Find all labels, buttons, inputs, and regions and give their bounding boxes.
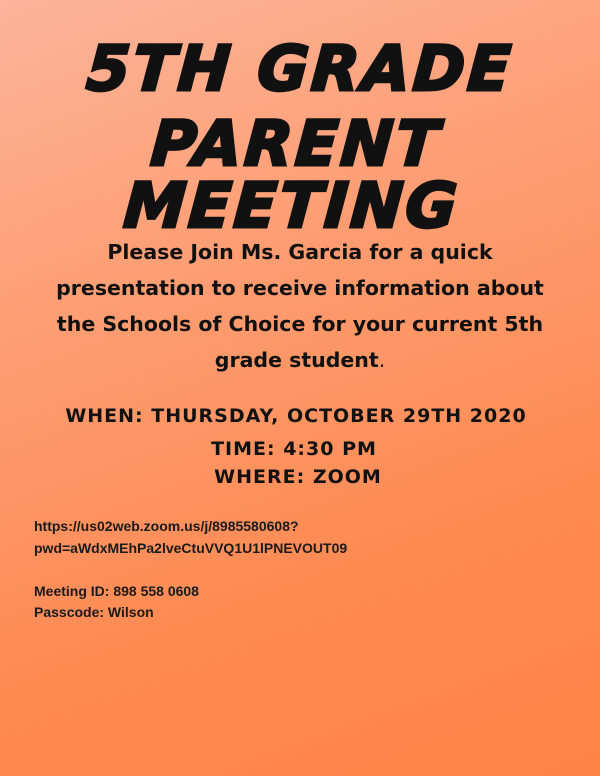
zoom-link[interactable] <box>34 515 347 559</box>
intro-line-1: Please Join Ms. Garcia for a quick <box>107 240 493 264</box>
title-line-1: 5TH GRADE <box>84 32 516 105</box>
zoom-link-line-2[interactable]: pwd=aWdxMEhPa2lveCtuVVQ1U1lPNEVOUT09 <box>34 540 348 556</box>
intro-line-2: presentation to receive information about <box>56 276 544 300</box>
intro-paragraph <box>40 234 560 378</box>
zoom-link-line-1[interactable]: https://us02web.zoom.us/j/8985580608? <box>34 518 299 534</box>
intro-line-4-text: grade student <box>214 348 379 372</box>
title-line-2: PARENT MEETING <box>121 107 463 242</box>
event-date: WHEN: THURSDAY, OCTOBER 29TH 2020 <box>65 405 527 427</box>
event-time: TIME: 4:30 PM <box>211 438 377 460</box>
intro-end-period: . <box>378 348 386 372</box>
passcode: Passcode: Wilson <box>34 604 154 620</box>
event-location: WHERE: ZOOM <box>214 466 382 488</box>
meeting-credentials <box>34 581 199 623</box>
intro-line-3: the Schools of Choice for your current 5th <box>56 312 544 336</box>
intro-line-4 <box>40 342 560 378</box>
meeting-id: Meeting ID: 898 558 0608 <box>34 583 199 599</box>
